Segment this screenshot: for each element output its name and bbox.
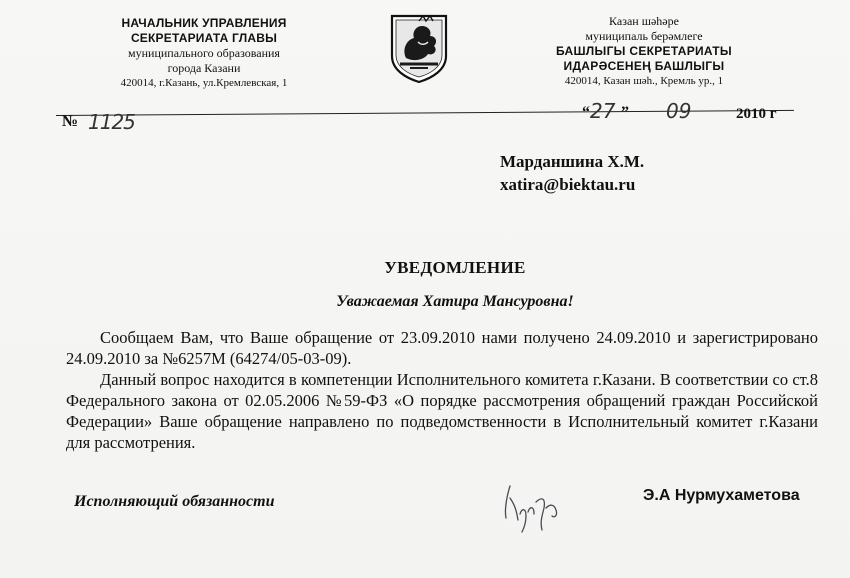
document-title: УВЕДОМЛЕНИЕ <box>384 258 526 277</box>
greeting: Уважаемая Хатира Мансуровна! <box>336 293 574 310</box>
addressee-email: xatira@biektau.ru <box>500 175 636 194</box>
date-year: 2010 г <box>736 106 777 122</box>
date-open-quote: “ <box>582 104 590 121</box>
addressee-block <box>500 150 644 196</box>
header-left-line2: СЕКРЕТАРИАТА ГЛАВЫ <box>130 31 278 45</box>
header-left-address: 420014, г.Казань, ул.Кремлевская, 1 <box>120 77 288 89</box>
handwritten-signature-icon <box>496 478 568 538</box>
header-left <box>70 16 338 91</box>
reference-number-label: № <box>62 113 79 130</box>
body-paragraph-1: Сообщаем Вам, что Ваше обращение от 23.09.2010 нами получено 24.09.2010 и зарегистрировано 24.09.2010 за №6257М (64274/05-03-09). <box>66 328 818 368</box>
header-left-line1: НАЧАЛЬНИК УПРАВЛЕНИЯ <box>121 16 287 30</box>
header-left-line3: муниципального образования <box>128 46 280 60</box>
header-right-line1: Казан шәһәре <box>609 14 679 28</box>
signatory-name: Э.А Нурмухаметова <box>643 487 800 504</box>
reference-number-value: 1125 <box>88 110 135 134</box>
header-right-line3: БАШЛЫГЫ СЕКРЕТАРИАТЫ <box>556 44 732 58</box>
date-day: 27 <box>590 99 616 123</box>
date-close-quote: ” <box>621 104 629 121</box>
signatory-position: Исполняющий обязанности <box>74 493 275 510</box>
header-left-line4: города Казани <box>167 61 241 75</box>
header-right-line2: муниципаль берәмлеге <box>585 29 703 43</box>
addressee-name: Марданшина Х.М. <box>500 152 645 171</box>
header-right <box>538 14 750 89</box>
header-right-line4: ИДАРӘСЕНЕҢ БАШЛЫГЫ <box>563 59 725 73</box>
letter-body <box>66 327 818 453</box>
kazan-coat-of-arms-icon <box>388 12 450 84</box>
date-month: 09 <box>666 99 692 123</box>
body-paragraph-2: Данный вопрос находится в компетенции Исполнительного комитета г.Казани. В соответствии со ст.8 Федерального закона от 02.05.2006 №59-ФЗ «О порядке рассмотрения обращений граждан Российской Федерации» Ваше обращение направлено по подведомственности в Исполнительный комитет г.Казани для рассмотрения. <box>66 370 818 452</box>
header-right-address: 420014, Казан шәһ., Кремль ур., 1 <box>564 75 724 87</box>
